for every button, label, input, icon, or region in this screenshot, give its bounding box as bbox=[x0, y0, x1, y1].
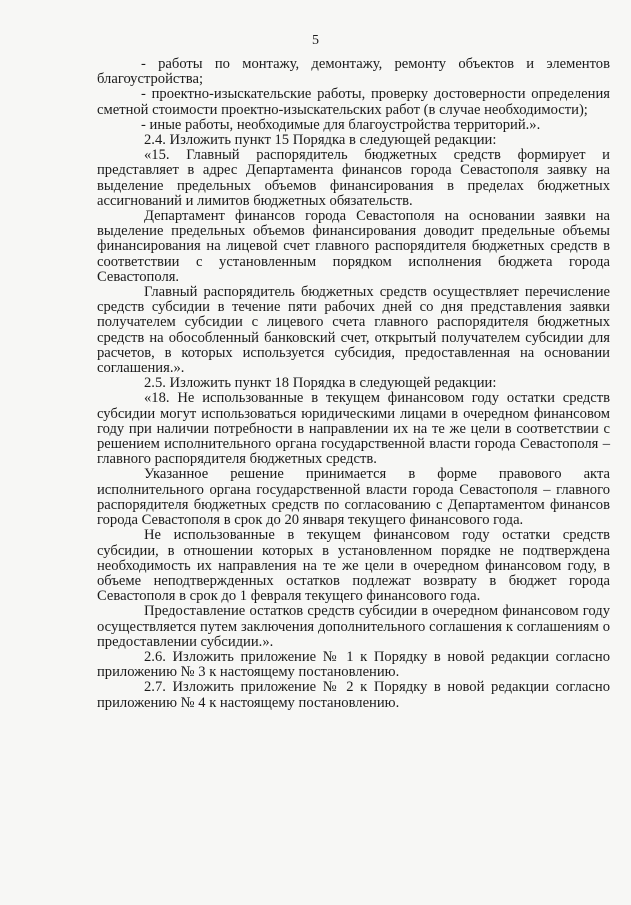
paragraph-unused-balances: Не использованные в текущем финансовом году остатки средств субсидии, в отношении которых в установленном порядке не подтверждена необходимость их направления на те же цели в очередном финансовом году, в объеме неподтвержденных остатков подлежат возврату в бюджет города Севастополя в срок до 1 февраля текущего финансового года. bbox=[97, 527, 610, 605]
paragraph-decision-form: Указанное решение принимается в форме правового акта исполнительного органа государственной власти города Севастополя – главного распорядителя бюджетных средств по согласованию с Департаментом финансов города Севастополя в срок до 20 января текущего финансового года. bbox=[97, 466, 610, 529]
list-item-design-survey-works: - проектно-изыскательские работы, проверку достоверности определения сметной стоимости проектно-изыскательских работ (в случае необходимости); bbox=[97, 86, 610, 118]
document-body bbox=[97, 57, 610, 711]
paragraph-main-manager: Главный распорядитель бюджетных средств осуществляет перечисление средств субсидии в течение пяти рабочих дней со дня представления заявки получателем субсидии с лицевого счета главного распорядителя бюджетных средств на обособленный банковский счет, открытый получателем субсидии для расчетов, в которых используется субсидия, предоставленная на основании соглашения.». bbox=[97, 284, 610, 377]
clause-2-5: 2.5. Изложить пункт 18 Порядка в следующей редакции: bbox=[144, 375, 497, 392]
point-15-text: «15. Главный распорядитель бюджетных средств формирует и представляет в адрес Департамента финансов города Севастополя заявку на выделение предельных объемов финансирования в пределах бюджетных ассигнований и лимитов бюджетных обязательств. bbox=[97, 147, 610, 209]
paragraph-finance-department: Департамент финансов города Севастополя на основании заявки на выделение предельных объемов финансирования доводит предельные объемы финансирования на лицевой счет главного распорядителя бюджетных средств в соответствии с установленным порядком исполнения бюджета города Севастополя. bbox=[97, 208, 610, 285]
clause-2-6: 2.6. Изложить приложение № 1 к Порядку в новой редакции согласно приложению № 3 к настоящему постановлению. bbox=[97, 648, 610, 681]
paragraph-provision-balances: Предоставление остатков средств субсидии в очередном финансовом году осуществляется путем заключения дополнительного соглашения к соглашениям о предоставлении субсидии.». bbox=[97, 603, 610, 650]
list-item-installation-works: - работы по монтажу, демонтажу, ремонту объектов и элементов благоустройства; bbox=[97, 56, 610, 88]
page-number: 5 bbox=[312, 33, 319, 48]
list-item-other-works: - иные работы, необходимые для благоустройства территорий.». bbox=[141, 116, 541, 133]
clause-2-7: 2.7. Изложить приложение № 2 к Порядку в новой редакции согласно приложению № 4 к настоящему постановлению. bbox=[97, 679, 610, 711]
clause-2-4: 2.4. Изложить пункт 15 Порядка в следующей редакции: bbox=[144, 132, 497, 149]
point-18-text: «18. Не использованные в текущем финансовом году остатки средств субсидии могут использоваться юридическими лицами в очередном финансовом году при наличии потребности в направлении их на те же цели в соответствии с решением исполнительного органа государственной власти города Севастополя – главного распорядителя бюджетных средств. bbox=[97, 390, 610, 468]
